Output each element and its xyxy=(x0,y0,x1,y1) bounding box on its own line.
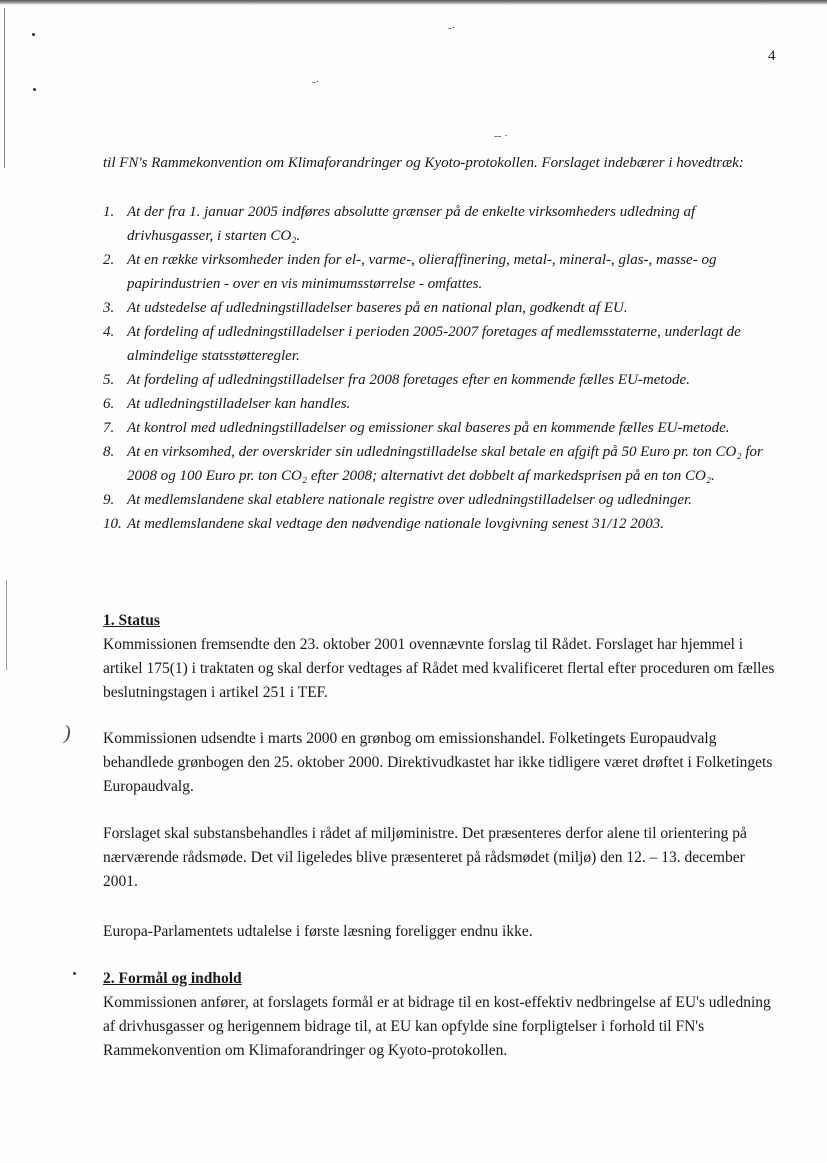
list-item xyxy=(103,488,773,512)
list-item xyxy=(103,200,773,248)
list-text: At medlemslandene skal etablere nationale registre over udledningstilladelser og udledninger. xyxy=(127,492,692,508)
list-text: At der fra 1. januar 2005 indføres absolutte grænser på de enkelte virksomheders udledning af drivhusgasser, i starten CO₂. xyxy=(127,204,696,244)
scan-left-edge-lower xyxy=(6,580,7,670)
list-text: At fordeling af udledningstilladelser fra 2008 foretages efter en kommende fælles EU-metode. xyxy=(127,372,690,388)
purpose-paragraph: Kommissionen anfører, at forslagets formål er at bidrage til en kost-effektiv nedbringelse af EU's udledning af drivhusgasser og herigennem bidrage til, at EU kan opfylde sine forpligtelser i forhold til FN's Rammekonvention om Klimaforandringer og Kyoto-protokollen. xyxy=(103,994,771,1059)
list-number: 6. xyxy=(103,396,115,412)
scan-speck: -· xyxy=(448,22,456,34)
list-number: 5. xyxy=(103,372,115,388)
scan-top-edge xyxy=(0,0,827,5)
list-number: 8. xyxy=(103,444,115,460)
list-text: At udledningstilladelser kan handles. xyxy=(127,396,351,412)
list-text: At kontrol med udledningstilladelser og emissioner skal baseres på en kommende fælles EU-metode. xyxy=(127,420,730,436)
status-paragraph: Europa-Parlamentets udtalelse i første læsning foreligger endnu ikke. xyxy=(103,923,533,940)
list-text: At udstedelse af udledningstilladelser baseres på en national plan, godkendt af EU. xyxy=(127,300,628,316)
list-text: At en række virksomheder inden for el-, varme-, olieraffinering, metal-, mineral-, glas-, masse- og papirindustrien - over en vis minimumsstørrelse - omfattes. xyxy=(127,252,717,292)
section-heading-status: 1. Status xyxy=(103,612,160,629)
intro-text: til FN's Rammekonvention om Klimaforandringer og Kyoto-protokollen. Forslaget indebærer i hovedtræk: xyxy=(103,155,744,171)
status-paragraph: Kommissionen fremsendte den 23. oktober 2001 ovennævnte forslag til Rådet. Forslaget har hjemmel i artikel 175(1) i traktaten og skal derfor vedtages af Rådet med kvalificeret flertal efter proceduren om fælles beslutningstagen i artikel 251 i TEF. xyxy=(103,636,775,701)
scan-speck: -- · xyxy=(494,130,508,142)
list-text: At fordeling af udledningstilladelser i perioden 2005-2007 foretages af medlemsstaterne, underlagt de almindelige statsstøtteregler. xyxy=(127,324,741,364)
scan-left-edge xyxy=(4,8,5,168)
list-item xyxy=(103,512,773,536)
list-text: At en virksomhed, der overskrider sin udledningstilladelse skal betale en afgift på 50 Euro pr. ton CO₂ for 2008 og 100 Euro pr. ton CO₂ efter 2008; alternativt det dobbelt af markedsprisen på en ton CO₂. xyxy=(127,444,763,484)
list-number: 4. xyxy=(103,324,115,340)
list-item xyxy=(103,368,773,392)
list-item xyxy=(103,440,773,488)
scan-speck: -· xyxy=(312,76,320,88)
list-number: 10. xyxy=(103,516,122,532)
list-number: 2. xyxy=(103,252,115,268)
status-paragraph: Kommissionen udsendte i marts 2000 en grønbog om emissionshandel. Folketingets Europaudvalg behandlede grønbogen den 25. oktober 2000. Direktivudkastet har ikke tidligere været drøftet i Folketingets Europaudvalg. xyxy=(103,730,773,795)
margin-mark: ) xyxy=(64,722,71,744)
scan-speck xyxy=(32,33,35,36)
list-number: 7. xyxy=(103,420,115,436)
scan-speck xyxy=(73,972,76,975)
list-item xyxy=(103,248,773,296)
proposal-list xyxy=(103,200,773,536)
list-item xyxy=(103,296,773,320)
scan-speck xyxy=(33,88,36,91)
list-number: 1. xyxy=(103,204,115,220)
page-number: 4 xyxy=(768,48,776,64)
list-text: At medlemslandene skal vedtage den nødvendige nationale lovgivning senest 31/12 2003. xyxy=(127,516,664,532)
section-heading-purpose: 2. Formål og indhold xyxy=(103,970,242,987)
list-number: 9. xyxy=(103,492,115,508)
list-number: 3. xyxy=(103,300,115,316)
list-item xyxy=(103,392,773,416)
list-item xyxy=(103,416,773,440)
status-paragraph: Forslaget skal substansbehandles i rådet af miljøministre. Det præsenteres derfor alene til orientering på nærværende rådsmøde. Det vil ligeledes blive præsenteret på rådsmødet (miljø) den 12. – 13. december 2001. xyxy=(103,825,747,890)
list-item xyxy=(103,320,773,368)
